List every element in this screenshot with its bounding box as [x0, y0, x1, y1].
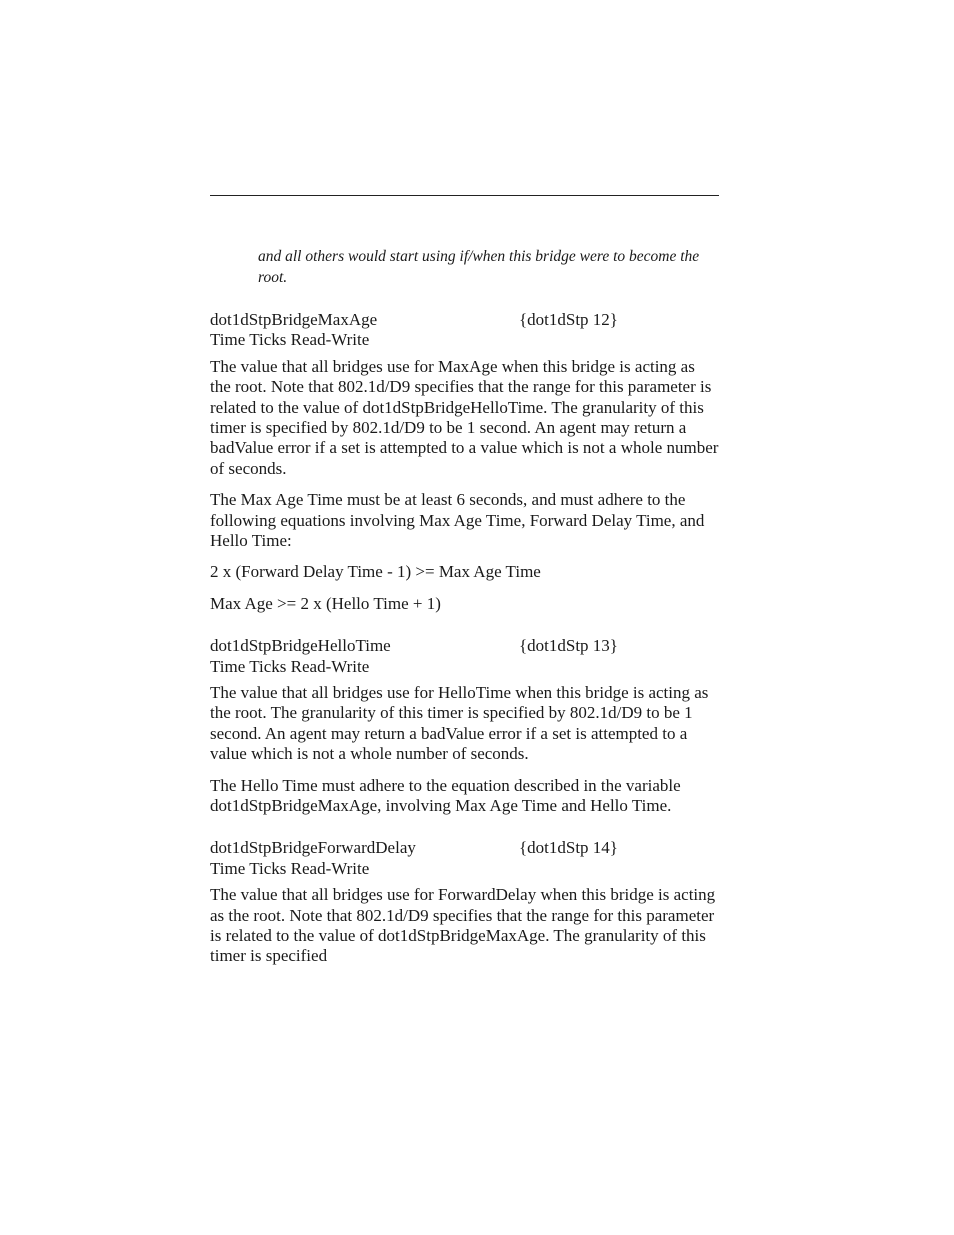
object-name: dot1dStpBridgeMaxAge — [210, 310, 378, 329]
mib-entry-forward-delay — [210, 838, 719, 966]
description-paragraph: The Max Age Time must be at least 6 seconds, and must adhere to the following equations involving Max Age Time, Forward Delay Time, and Hello Time: — [210, 490, 705, 551]
description-paragraph: The value that all bridges use for ForwardDelay when this bridge is acting as the root. Note that 802.1d/D9 specifies that the range for this parameter is related to the value of dot1dStpBridgeMaxAge. The granularity of this timer is specified — [210, 885, 716, 966]
mib-entry-max-age — [210, 310, 719, 614]
mib-entry-hello-time — [210, 636, 719, 816]
description-paragraph: The Hello Time must adhere to the equation described in the variable dot1dStpBridgeMaxAge, involving Max Age Time and Hello Time. — [210, 775, 681, 816]
equation: 2 x (Forward Delay Time - 1) >= Max Age Time — [210, 562, 541, 582]
entry-header — [210, 310, 719, 330]
object-syntax: Time Ticks Read-Write — [210, 656, 370, 676]
entry-header — [210, 636, 719, 656]
object-syntax: Time Ticks Read-Write — [210, 330, 370, 350]
entry-header — [210, 838, 719, 858]
object-syntax: Time Ticks Read-Write — [210, 858, 370, 878]
continued-text: and all others would start using if/when this bridge were to become the root. — [258, 248, 700, 286]
object-oid: {dot1dStp 12} — [519, 310, 618, 329]
header-rule — [210, 195, 719, 196]
object-oid: {dot1dStp 13} — [519, 636, 618, 656]
object-name: dot1dStpBridgeHelloTime — [210, 636, 391, 656]
description-paragraph: The value that all bridges use for MaxAge when this bridge is acting as the root. Note that 802.1d/D9 specifies that the range for this parameter is related to the value of dot1dStpBridgeHelloTime. The granularity of this timer is specified by 802.1d/D9 to be 1 second. An agent may return a badValue error if a set is attempted to a value which is not a whole number of seconds. — [210, 356, 719, 478]
description-paragraph: The value that all bridges use for HelloTime when this bridge is acting as the root. The granularity of this timer is specified by 802.1d/D9 to be 1 second. An agent may return a badValue error if a set is attempted to a value which is not a whole number of seconds. — [210, 683, 709, 764]
equation: Max Age >= 2 x (Hello Time + 1) — [210, 593, 441, 613]
page-body — [210, 246, 719, 967]
object-oid: {dot1dStp 14} — [519, 838, 618, 858]
object-name: dot1dStpBridgeForwardDelay — [210, 838, 416, 858]
